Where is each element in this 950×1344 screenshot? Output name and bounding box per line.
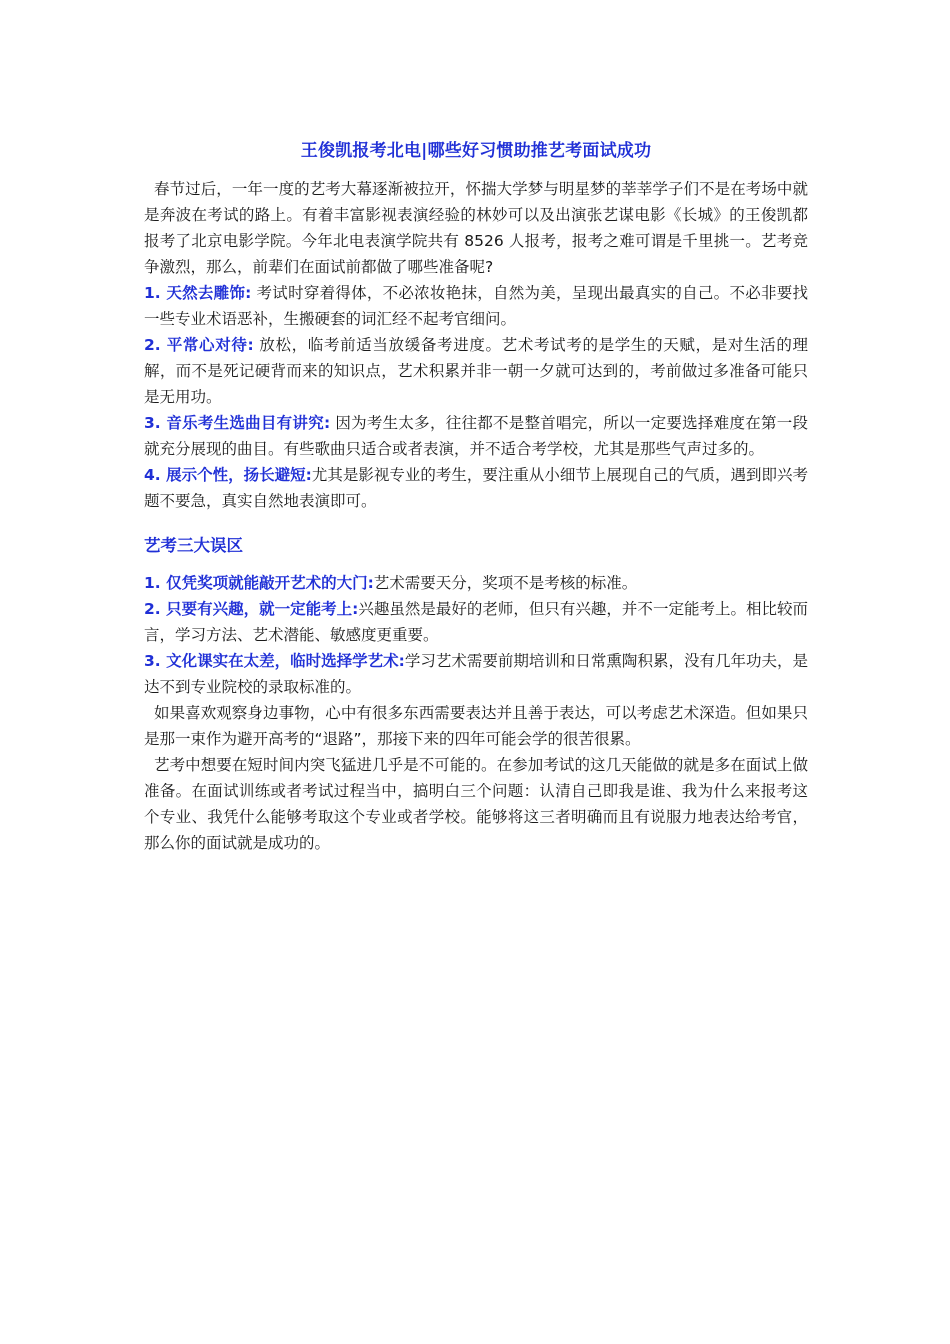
tip-1-text: 考试时穿着得体，不必浓妆艳抹，自然为美，呈现出最真实的自己。不必非要找一些专业术语恶补，生搬硬套的词汇经不起考官细问。 (144, 284, 808, 328)
mistake-1-heading: 1. 仅凭奖项就能敲开艺术的大门: (144, 574, 374, 592)
mistake-2-heading: 2. 只要有兴趣，就一定能考上: (144, 600, 359, 618)
tip-1-heading: 1. 天然去雕饰: (144, 284, 252, 302)
closing-paragraph-2: 艺考中想要在短时间内突飞猛进几乎是不可能的。在参加考试的这几天能做的就是多在面试上做准备。在面试训练或者考试过程当中，搞明白三个问题：认清自己即我是谁、我为什么来报考这个专业、我凭什么能够考取这个专业或者学校。能够将这三者明确而且有说服力地表达给考官，那么你的面试就是成功的。 (144, 756, 808, 852)
mistake-3-heading: 3. 文化课实在太差，临时选择学艺术: (144, 652, 405, 670)
mistake-1-text: 艺术需要天分，奖项不是考核的标准。 (373, 574, 638, 592)
tip-2-heading: 2. 平常心对待: (144, 336, 254, 354)
tip-2 (144, 332, 808, 410)
tip-4-text: 尤其是影视专业的考生，要注重从小细节上展现自己的气质，遇到即兴考题不要急，真实自然地表演即可。 (144, 466, 808, 510)
mistake-3-text: 学习艺术需要前期培训和日常熏陶积累，没有几年功夫，是达不到专业院校的录取标准的。 (144, 652, 808, 696)
tip-1 (144, 280, 808, 332)
tip-3-text: 因为考生太多，往往都不是整首唱完，所以一定要选择难度在第一段就充分展现的曲目。有些歌曲只适合或者表演，并不适合考学校，尤其是那些气声过多的。 (144, 414, 808, 458)
closing-paragraph-1: 如果喜欢观察身边事物，心中有很多东西需要表达并且善于表达，可以考虑艺术深造。但如果只是那一束作为避开高考的“退路”，那接下来的四年可能会学的很苦很累。 (144, 704, 808, 748)
tip-3 (144, 410, 808, 462)
mistake-2 (144, 596, 808, 648)
document-page (144, 136, 808, 856)
intro-paragraph: 春节过后，一年一度的艺考大幕逐渐被拉开，怀揣大学梦与明星梦的莘莘学子们不是在考场中就是奔波在考试的路上。有着丰富影视表演经验的林妙可以及出演张艺谋电影《长城》的王俊凯都报考了北京电影学院。今年北电表演学院共有 8526 人报考，报考之难可谓是千里挑一。艺考竞争激烈，那么，前辈们在面试前都做了哪些准备呢? (144, 180, 808, 276)
tip-2-text: 放松，临考前适当放缓备考进度。艺术考试考的是学生的天赋，是对生活的理解，而不是死记硬背而来的知识点，艺术积累并非一朝一夕就可达到的，考前做过多准备可能只是无用功。 (144, 336, 808, 406)
tip-4 (144, 462, 808, 514)
tip-4-heading: 4. 展示个性，扬长避短: (144, 466, 312, 484)
tip-3-heading: 3. 音乐考生选曲目有讲究: (144, 414, 331, 432)
mistake-2-text: 兴趣虽然是最好的老师，但只有兴趣，并不一定能考上。相比较而言，学习方法、艺术潜能、敏感度更重要。 (144, 600, 808, 644)
document-title: 王俊凯报考北电|哪些好习惯助推艺考面试成功 (300, 141, 652, 161)
section-title: 艺考三大误区 (144, 536, 243, 555)
mistake-3 (144, 648, 808, 700)
mistake-1 (144, 570, 808, 596)
